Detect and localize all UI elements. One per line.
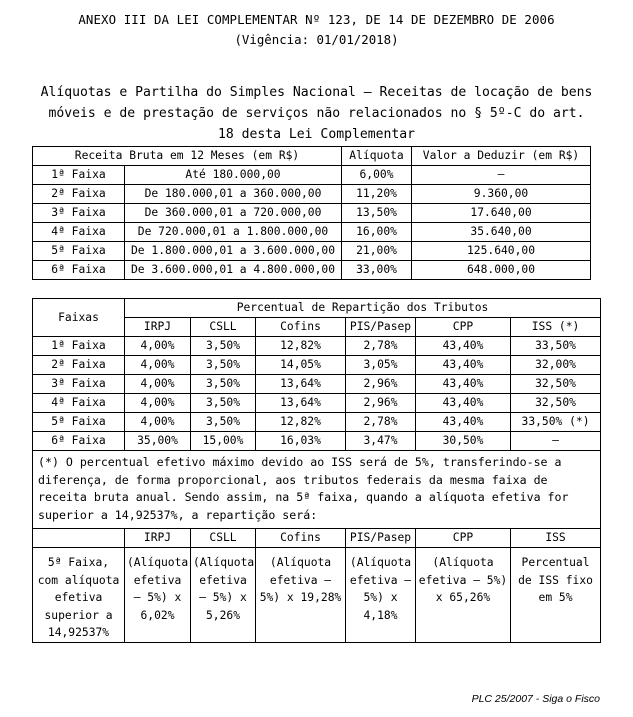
cell-faixa5-csll: (Alíquota efetiva – 5%) x 5,26% [191, 548, 256, 643]
cell-irpj: 4,00% [125, 375, 191, 394]
table-row [33, 185, 591, 204]
footer-credit: PLC 25/2007 - Siga o Fisco [471, 693, 600, 705]
cell-aliquota: 6,00% [342, 166, 412, 185]
cell-irpj: 4,00% [125, 394, 191, 413]
cell-faixa: 1ª Faixa [33, 166, 125, 185]
table-reparticao-tributos [32, 298, 601, 643]
table-row [33, 242, 591, 261]
cell-iss: 32,50% [511, 394, 601, 413]
header-iss: ISS (*) [511, 318, 601, 337]
table-row [33, 166, 591, 185]
table-row [33, 223, 591, 242]
table-row [33, 432, 601, 451]
cell-pis: 3,47% [346, 432, 416, 451]
footnote-iss: (*) O percentual efetivo máximo devido ao ISS será de 5%, transferindo-se a diferença, de forma proporcional, aos tributos federais da mesma faixa de receita bruta anual. Sendo assim, na 5ª faixa, quando a alíquota efetiva for superior a 14,92537%, a repartição será: [33, 451, 601, 529]
cell-receita: De 1.800.000,01 a 3.600.000,00 [125, 242, 342, 261]
cell-faixa: 4ª Faixa [33, 223, 125, 242]
header-csll: CSLL [191, 318, 256, 337]
table-row [33, 261, 591, 280]
cell-iss: 32,00% [511, 356, 601, 375]
subheader-iss: ISS [511, 529, 601, 548]
cell-iss: 32,50% [511, 375, 601, 394]
cell-aliquota: 16,00% [342, 223, 412, 242]
table-row [33, 337, 601, 356]
table-receita-bruta [32, 146, 591, 280]
cell-faixa: 5ª Faixa [33, 242, 125, 261]
cell-cofins: 12,82% [256, 413, 346, 432]
cell-pis: 2,78% [346, 413, 416, 432]
subheader-irpj: IRPJ [125, 529, 191, 548]
cell-cofins: 14,05% [256, 356, 346, 375]
cell-cofins: 13,64% [256, 375, 346, 394]
header-percentual-reparticao: Percentual de Repartição dos Tributos [125, 299, 601, 318]
cell-deduzir: 17.640,00 [412, 204, 591, 223]
cell-deduzir: 125.640,00 [412, 242, 591, 261]
cell-faixa: 4ª Faixa [33, 394, 125, 413]
cell-aliquota: 33,00% [342, 261, 412, 280]
page-title: ANEXO III DA LEI COMPLEMENTAR Nº 123, DE 14 DE DEZEMBRO DE 2006 [78, 12, 555, 27]
cell-deduzir: 648.000,00 [412, 261, 591, 280]
cell-aliquota: 21,00% [342, 242, 412, 261]
cell-pis: 2,96% [346, 375, 416, 394]
cell-faixa: 2ª Faixa [33, 356, 125, 375]
cell-iss: – [511, 432, 601, 451]
cell-aliquota: 11,20% [342, 185, 412, 204]
cell-faixa: 1ª Faixa [33, 337, 125, 356]
cell-deduzir: 9.360,00 [412, 185, 591, 204]
cell-irpj: 4,00% [125, 337, 191, 356]
cell-faixa: 3ª Faixa [33, 375, 125, 394]
cell-faixa: 5ª Faixa [33, 413, 125, 432]
cell-csll: 15,00% [191, 432, 256, 451]
cell-iss: 33,50% (*) [511, 413, 601, 432]
header-valor-deduzir: Valor a Deduzir (em R$) [412, 147, 591, 166]
cell-pis: 3,05% [346, 356, 416, 375]
subheader-cofins: Cofins [256, 529, 346, 548]
cell-cpp: 43,40% [416, 356, 511, 375]
page-subtitle: (Vigência: 01/01/2018) [234, 32, 399, 47]
cell-faixa5-cpp: (Alíquota efetiva – 5%) x 65,26% [416, 548, 511, 643]
cell-receita: De 180.000,01 a 360.000,00 [125, 185, 342, 204]
cell-cpp: 43,40% [416, 394, 511, 413]
cell-irpj: 35,00% [125, 432, 191, 451]
header-cpp: CPP [416, 318, 511, 337]
cell-faixa5-label: 5ª Faixa, com alíquota efetiva superior a 14,92537% [33, 548, 125, 643]
cell-pis: 2,78% [346, 337, 416, 356]
table-header-row [33, 147, 591, 166]
cell-csll: 3,50% [191, 394, 256, 413]
cell-receita: De 360.000,01 a 720.000,00 [125, 204, 342, 223]
header-receita-bruta: Receita Bruta em 12 Meses (em R$) [33, 147, 342, 166]
table-row-faixa5 [33, 548, 601, 643]
cell-csll: 3,50% [191, 337, 256, 356]
table-subheader-row [33, 529, 601, 548]
cell-aliquota: 13,50% [342, 204, 412, 223]
cell-receita: De 720.000,01 a 1.800.000,00 [125, 223, 342, 242]
cell-deduzir: 35.640,00 [412, 223, 591, 242]
header-cofins: Cofins [256, 318, 346, 337]
cell-faixa: 3ª Faixa [33, 204, 125, 223]
cell-receita: De 3.600.000,01 a 4.800.000,00 [125, 261, 342, 280]
subheader-cpp: CPP [416, 529, 511, 548]
table-row [33, 204, 591, 223]
table-row [33, 413, 601, 432]
table-row [33, 356, 601, 375]
table-row [33, 375, 601, 394]
cell-pis: 2,96% [346, 394, 416, 413]
subheader-csll: CSLL [191, 529, 256, 548]
header-aliquota: Alíquota [342, 147, 412, 166]
header-pis-pasep: PIS/Pasep [346, 318, 416, 337]
cell-irpj: 4,00% [125, 356, 191, 375]
cell-faixa: 6ª Faixa [33, 432, 125, 451]
header-irpj: IRPJ [125, 318, 191, 337]
cell-faixa5-iss: Percentual de ISS fixo em 5% [511, 548, 601, 643]
cell-csll: 3,50% [191, 356, 256, 375]
subheader-blank [33, 529, 125, 548]
page-heading: Alíquotas e Partilha do Simples Nacional – Receitas de locação de bens móveis e de prestação de serviços não relacionados no § 5º-C do art. 18 desta Lei Complementar [40, 85, 593, 142]
cell-iss: 33,50% [511, 337, 601, 356]
table-header-row-group [33, 299, 601, 318]
cell-cpp: 43,40% [416, 337, 511, 356]
cell-cpp: 43,40% [416, 375, 511, 394]
cell-faixa5-pis: (Alíquota efetiva – 5%) x 4,18% [346, 548, 416, 643]
cell-cpp: 30,50% [416, 432, 511, 451]
cell-deduzir: – [412, 166, 591, 185]
cell-cofins: 12,82% [256, 337, 346, 356]
cell-irpj: 4,00% [125, 413, 191, 432]
cell-faixa5-irpj: (Alíquota efetiva – 5%) x 6,02% [125, 548, 191, 643]
cell-csll: 3,50% [191, 375, 256, 394]
cell-faixa: 6ª Faixa [33, 261, 125, 280]
table-row [33, 394, 601, 413]
cell-cofins: 16,03% [256, 432, 346, 451]
cell-cpp: 43,40% [416, 413, 511, 432]
header-faixas: Faixas [33, 299, 125, 337]
cell-faixa: 2ª Faixa [33, 185, 125, 204]
cell-cofins: 13,64% [256, 394, 346, 413]
cell-faixa5-cofins: (Alíquota efetiva – 5%) x 19,28% [256, 548, 346, 643]
table-note-row [33, 451, 601, 529]
subheader-pis-pasep: PIS/Pasep [346, 529, 416, 548]
cell-csll: 3,50% [191, 413, 256, 432]
cell-receita: Até 180.000,00 [125, 166, 342, 185]
